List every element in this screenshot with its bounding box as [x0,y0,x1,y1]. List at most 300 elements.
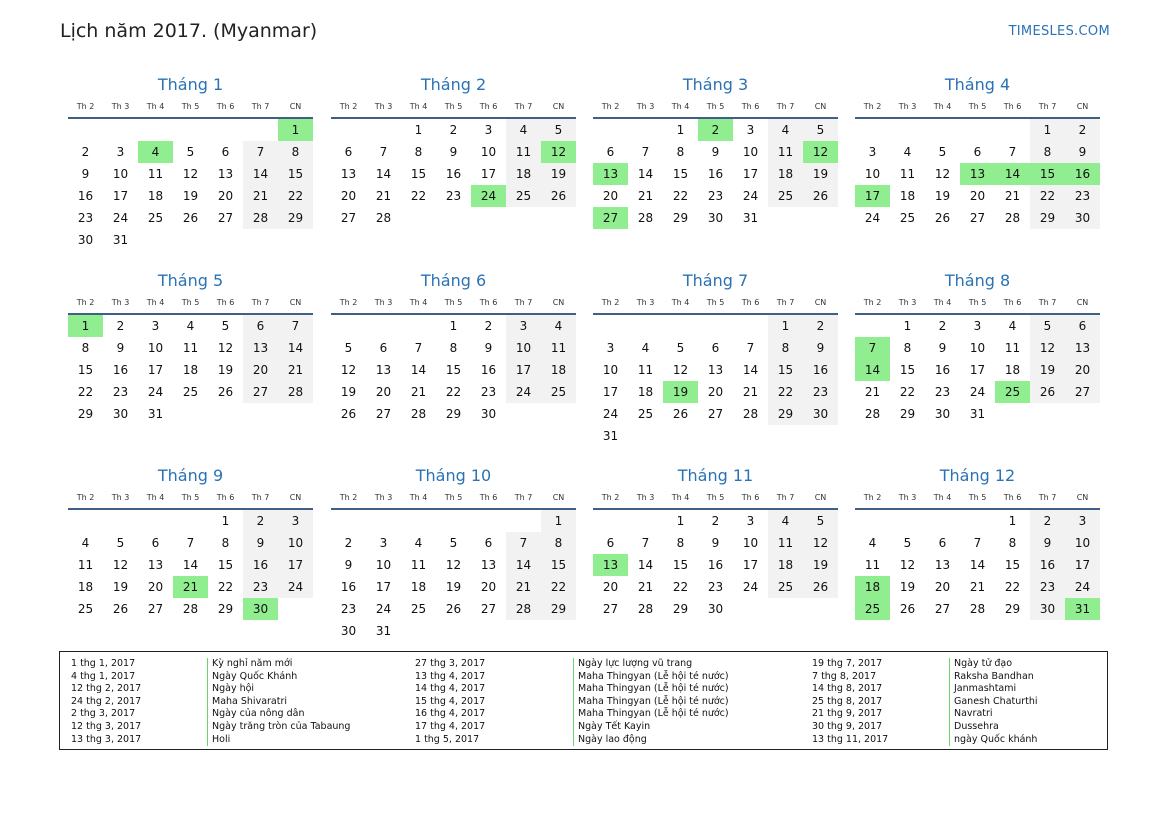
day-cell: 18 [1004,363,1021,377]
weekday-label: Th 5 [444,298,463,307]
day-cell: 16 [480,363,497,377]
day-cell: 1 [903,319,912,333]
day-cell: 5 [1043,319,1052,333]
day-cell: 30 [112,407,129,421]
day-cell: 26 [812,580,829,594]
day-cell: 18 [147,189,164,203]
month-title: Tháng 11 [677,466,754,485]
day-cell: 9 [711,536,720,550]
day-cell: 13 [252,341,269,355]
day-cell: 20 [480,580,497,594]
day-cell: 12 [672,363,689,377]
day-grid [593,119,838,251]
day-grid [331,119,576,251]
day-grid [68,315,313,447]
day-cell: 19 [934,189,951,203]
weekday-label: Th 6 [216,493,235,502]
weekday-label: Th 6 [479,493,498,502]
holiday-entry: 15 thg 4, 2017 [415,695,486,707]
weekday-label: Th 6 [479,298,498,307]
weekday-header [593,493,838,505]
day-cell: 15 [672,558,689,572]
day-cell: 21 [410,385,427,399]
day-cell: 18 [899,189,916,203]
day-cell: 1 [1043,123,1052,137]
holiday-entry: Navratri [954,708,993,720]
weekday-header [855,298,1100,310]
weekday-label: Th 7 [251,493,270,502]
day-cell: 29 [672,211,689,225]
brand-link[interactable]: TIMESLES.COM [1008,24,1110,39]
day-cell: 26 [445,602,462,616]
day-cell: 17 [480,167,497,181]
day-cell: 6 [606,145,615,159]
day-cell: 1 [221,514,230,528]
day-cell: 22 [287,189,304,203]
day-cell: 23 [445,189,462,203]
day-cell: 5 [676,341,685,355]
weekday-header [68,102,313,114]
day-cell: 28 [252,211,269,225]
day-cell: 5 [816,123,825,137]
day-cell: 2 [256,514,265,528]
day-cell: 10 [864,167,881,181]
month-title: Tháng 3 [682,75,749,94]
holiday-dates-col-3 [812,658,888,746]
day-cell: 8 [781,341,790,355]
day-cell: 20 [252,363,269,377]
day-cell: 16 [934,363,951,377]
day-cell: 20 [602,580,619,594]
day-cell: 29 [445,407,462,421]
month-title: Tháng 12 [939,466,1016,485]
weekday-label: Th 5 [181,298,200,307]
day-cell: 9 [116,341,125,355]
weekday-label: Th 3 [636,298,655,307]
day-cell: 8 [414,145,423,159]
weekday-label: Th 4 [933,493,952,502]
weekday-label: Th 3 [111,493,130,502]
day-cell: 11 [1004,341,1021,355]
weekday-label: Th 3 [111,102,130,111]
day-cell: 3 [379,536,388,550]
day-cell: 7 [641,145,650,159]
day-cell: 12 [812,536,829,550]
holiday-day-cell: 24 [471,185,506,207]
holiday-day-cell: 21 [173,576,208,598]
weekday-label: Th 7 [1038,102,1057,111]
day-cell: 5 [554,123,563,137]
weekday-label: Th 4 [409,102,428,111]
holiday-entry: 19 thg 7, 2017 [812,658,883,669]
day-cell: 25 [777,189,794,203]
day-cell: 2 [1078,123,1087,137]
day-cell: 11 [410,558,427,572]
weekday-label: CN [814,493,827,502]
day-cell: 28 [515,602,532,616]
day-cell: 20 [602,189,619,203]
day-cell: 8 [676,536,685,550]
day-cell: 17 [602,385,619,399]
day-cell: 18 [637,385,654,399]
day-cell: 16 [445,167,462,181]
day-cell: 3 [868,145,877,159]
weekday-label: CN [289,298,302,307]
weekday-label: CN [814,298,827,307]
holiday-entry: 25 thg 8, 2017 [812,695,883,707]
day-cell: 23 [480,385,497,399]
weekday-label: CN [552,298,565,307]
day-cell: 19 [217,363,234,377]
holiday-day-cell: 7 [855,337,890,359]
weekday-label: CN [289,102,302,111]
day-cell: 1 [676,123,685,137]
day-cell: 6 [221,145,230,159]
day-cell: 8 [676,145,685,159]
day-cell: 29 [77,407,94,421]
holiday-names-col-2 [573,658,729,746]
day-cell: 30 [707,211,724,225]
day-cell: 3 [1078,514,1087,528]
day-cell: 6 [484,536,493,550]
holiday-entry: 4 thg 1, 2017 [71,670,136,682]
day-cell: 7 [256,145,265,159]
weekday-header [331,102,576,114]
day-cell: 5 [186,145,195,159]
day-cell: 8 [221,536,230,550]
holiday-entry: Holi [212,733,231,745]
day-cell: 23 [1074,189,1091,203]
holiday-entry: Ngày lao động [578,733,647,745]
holiday-entry: Maha Thingyan (Lễ hội té nước) [578,708,729,720]
weekday-label: Th 6 [741,298,760,307]
day-cell: 24 [147,385,164,399]
day-cell: 27 [252,385,269,399]
day-cell: 15 [410,167,427,181]
holiday-entry: Dussehra [954,720,999,732]
holiday-entry: 12 thg 2, 2017 [71,683,142,695]
day-cell: 11 [777,536,794,550]
day-cell: 27 [340,211,357,225]
day-cell: 16 [112,363,129,377]
day-cell: 16 [252,558,269,572]
day-cell: 4 [1008,319,1017,333]
day-cell: 23 [252,580,269,594]
day-cell: 7 [746,341,755,355]
day-cell: 18 [777,558,794,572]
day-cell: 8 [1043,145,1052,159]
holiday-day-cell: 4 [138,141,173,163]
holiday-entry: 30 thg 9, 2017 [812,720,883,732]
weekday-label: Th 4 [146,102,165,111]
day-cell: 15 [672,167,689,181]
holiday-entry: 14 thg 8, 2017 [812,683,883,695]
day-cell: 7 [519,536,528,550]
day-cell: 22 [899,385,916,399]
day-cell: 27 [934,602,951,616]
day-cell: 9 [1043,536,1052,550]
weekday-label: Th 2 [76,493,95,502]
weekday-label: Th 7 [776,298,795,307]
weekday-header [331,493,576,505]
day-cell: 4 [641,341,650,355]
weekday-label: Th 3 [898,298,917,307]
day-cell: 11 [147,167,164,181]
day-cell: 3 [116,145,125,159]
day-cell: 30 [480,407,497,421]
day-cell: 24 [515,385,532,399]
weekday-header [593,102,838,114]
month-title: Tháng 2 [420,75,487,94]
weekday-label: Th 2 [339,298,358,307]
day-cell: 11 [637,363,654,377]
weekday-header [68,298,313,310]
day-cell: 1 [781,319,790,333]
weekday-label: Th 5 [444,493,463,502]
day-cell: 10 [1074,536,1091,550]
month-title: Tháng 7 [682,271,749,290]
day-cell: 23 [112,385,129,399]
day-grid [855,119,1100,251]
day-cell: 6 [344,145,353,159]
day-cell: 23 [934,385,951,399]
day-cell: 22 [217,580,234,594]
day-cell: 9 [449,145,458,159]
day-cell: 4 [903,145,912,159]
weekday-label: CN [1076,493,1089,502]
holiday-day-cell: 18 [855,576,890,598]
day-cell: 29 [777,407,794,421]
day-cell: 4 [781,123,790,137]
day-cell: 2 [344,536,353,550]
day-grid [68,119,313,251]
day-cell: 14 [637,167,654,181]
day-cell: 24 [742,580,759,594]
day-cell: 13 [480,558,497,572]
day-cell: 8 [449,341,458,355]
day-cell: 6 [1078,319,1087,333]
month-title: Tháng 5 [157,271,224,290]
weekday-header [331,298,576,310]
weekday-label: Th 3 [636,493,655,502]
weekday-label: Th 5 [444,102,463,111]
day-cell: 13 [375,363,392,377]
day-cell: 27 [375,407,392,421]
month-title: Tháng 6 [420,271,487,290]
day-cell: 20 [1074,363,1091,377]
day-cell: 25 [182,385,199,399]
day-cell: 7 [1008,145,1017,159]
day-cell: 21 [287,363,304,377]
day-cell: 26 [182,211,199,225]
day-cell: 5 [816,514,825,528]
day-cell: 14 [252,167,269,181]
weekday-label: Th 4 [671,493,690,502]
day-cell: 31 [147,407,164,421]
weekday-label: Th 7 [251,102,270,111]
holiday-entry: Maha Thingyan (Lễ hội té nước) [578,683,729,695]
day-cell: 24 [1074,580,1091,594]
day-cell: 7 [973,536,982,550]
holiday-day-cell: 1 [68,315,103,337]
day-cell: 21 [864,385,881,399]
day-cell: 19 [340,385,357,399]
weekday-label: Th 3 [636,102,655,111]
day-cell: 26 [934,211,951,225]
day-cell: 3 [151,319,160,333]
day-cell: 29 [287,211,304,225]
holiday-entry: 13 thg 11, 2017 [812,733,889,745]
day-cell: 11 [550,341,567,355]
weekday-label: Th 3 [898,493,917,502]
month-title: Tháng 8 [944,271,1011,290]
day-cell: 19 [899,580,916,594]
weekday-label: Th 2 [339,493,358,502]
day-cell: 9 [711,145,720,159]
day-cell: 25 [550,385,567,399]
holiday-entry: Ngày của nông dân [212,708,305,720]
day-cell: 14 [410,363,427,377]
day-cell: 11 [182,341,199,355]
holiday-day-cell: 1 [278,119,313,141]
day-cell: 15 [777,363,794,377]
day-cell: 28 [969,602,986,616]
day-cell: 4 [554,319,563,333]
day-cell: 6 [973,145,982,159]
weekday-header [855,493,1100,505]
day-cell: 1 [1008,514,1017,528]
day-cell: 2 [116,319,125,333]
day-cell: 15 [445,363,462,377]
day-cell: 21 [637,189,654,203]
holiday-day-cell: 13 [593,554,628,576]
day-cell: 29 [672,602,689,616]
day-cell: 18 [182,363,199,377]
day-cell: 18 [515,167,532,181]
day-cell: 16 [77,189,94,203]
month-title: Tháng 10 [415,466,492,485]
day-grid [593,510,838,642]
holiday-names-col-3 [949,658,1038,746]
day-grid [331,510,576,642]
day-cell: 7 [414,341,423,355]
holiday-entry: Maha Shivaratri [212,695,288,707]
day-cell: 10 [480,145,497,159]
day-cell: 20 [969,189,986,203]
weekday-label: Th 6 [1003,298,1022,307]
day-cell: 21 [1004,189,1021,203]
day-cell: 6 [938,536,947,550]
day-cell: 12 [217,341,234,355]
day-cell: 22 [1004,580,1021,594]
day-cell: 19 [182,189,199,203]
weekday-label: Th 2 [76,298,95,307]
day-cell: 21 [637,580,654,594]
day-cell: 23 [812,385,829,399]
holiday-day-cell: 13 [593,163,628,185]
holiday-dates-col-2 [415,658,485,746]
day-cell: 2 [81,145,90,159]
weekday-label: Th 2 [601,493,620,502]
day-cell: 7 [291,319,300,333]
day-cell: 17 [287,558,304,572]
day-cell: 28 [375,211,392,225]
day-cell: 9 [81,167,90,181]
weekday-label: CN [814,102,827,111]
holiday-entry: 14 thg 4, 2017 [415,683,486,695]
day-cell: 20 [340,189,357,203]
holiday-entry: 24 thg 2, 2017 [71,695,142,707]
day-cell: 27 [707,407,724,421]
day-cell: 1 [554,514,563,528]
day-cell: 25 [777,580,794,594]
holiday-day-cell: 12 [803,141,838,163]
day-cell: 15 [77,363,94,377]
day-cell: 6 [606,536,615,550]
day-cell: 2 [449,123,458,137]
day-cell: 13 [340,167,357,181]
day-cell: 27 [602,602,619,616]
day-cell: 5 [344,341,353,355]
day-cell: 15 [899,363,916,377]
day-cell: 31 [602,429,619,443]
day-cell: 27 [480,602,497,616]
weekday-label: CN [1076,298,1089,307]
day-cell: 3 [606,341,615,355]
day-cell: 14 [515,558,532,572]
day-cell: 17 [375,580,392,594]
day-cell: 8 [1008,536,1017,550]
weekday-label: Th 4 [146,493,165,502]
day-cell: 24 [742,189,759,203]
day-cell: 12 [445,558,462,572]
weekday-label: Th 6 [741,493,760,502]
day-cell: 24 [602,407,619,421]
day-cell: 20 [217,189,234,203]
day-cell: 3 [746,514,755,528]
day-cell: 4 [868,536,877,550]
day-grid [331,315,576,447]
day-cell: 14 [969,558,986,572]
weekday-label: Th 7 [776,493,795,502]
weekday-label: Th 2 [863,102,882,111]
day-cell: 25 [410,602,427,616]
holiday-entry: Ngày lực lượng vũ trang [578,658,693,669]
day-cell: 6 [151,536,160,550]
day-cell: 22 [672,580,689,594]
day-cell: 23 [1039,580,1056,594]
day-cell: 17 [515,363,532,377]
weekday-label: Th 3 [898,102,917,111]
day-cell: 28 [637,602,654,616]
holiday-entry: ngày Quốc khánh [954,733,1038,745]
holiday-day-cell: 15 [1030,163,1065,185]
day-cell: 16 [707,167,724,181]
day-cell: 2 [938,319,947,333]
weekday-label: Th 7 [776,102,795,111]
weekday-header [68,493,313,505]
day-cell: 11 [899,167,916,181]
weekday-label: Th 4 [671,102,690,111]
day-cell: 14 [182,558,199,572]
day-cell: 10 [112,167,129,181]
holiday-entry: Ngày Quốc Khánh [212,670,298,682]
holiday-entry: Raksha Bandhan [954,670,1034,682]
holiday-entry: Janmashtami [954,683,1017,695]
day-cell: 17 [742,558,759,572]
day-cell: 24 [112,211,129,225]
day-cell: 18 [550,363,567,377]
